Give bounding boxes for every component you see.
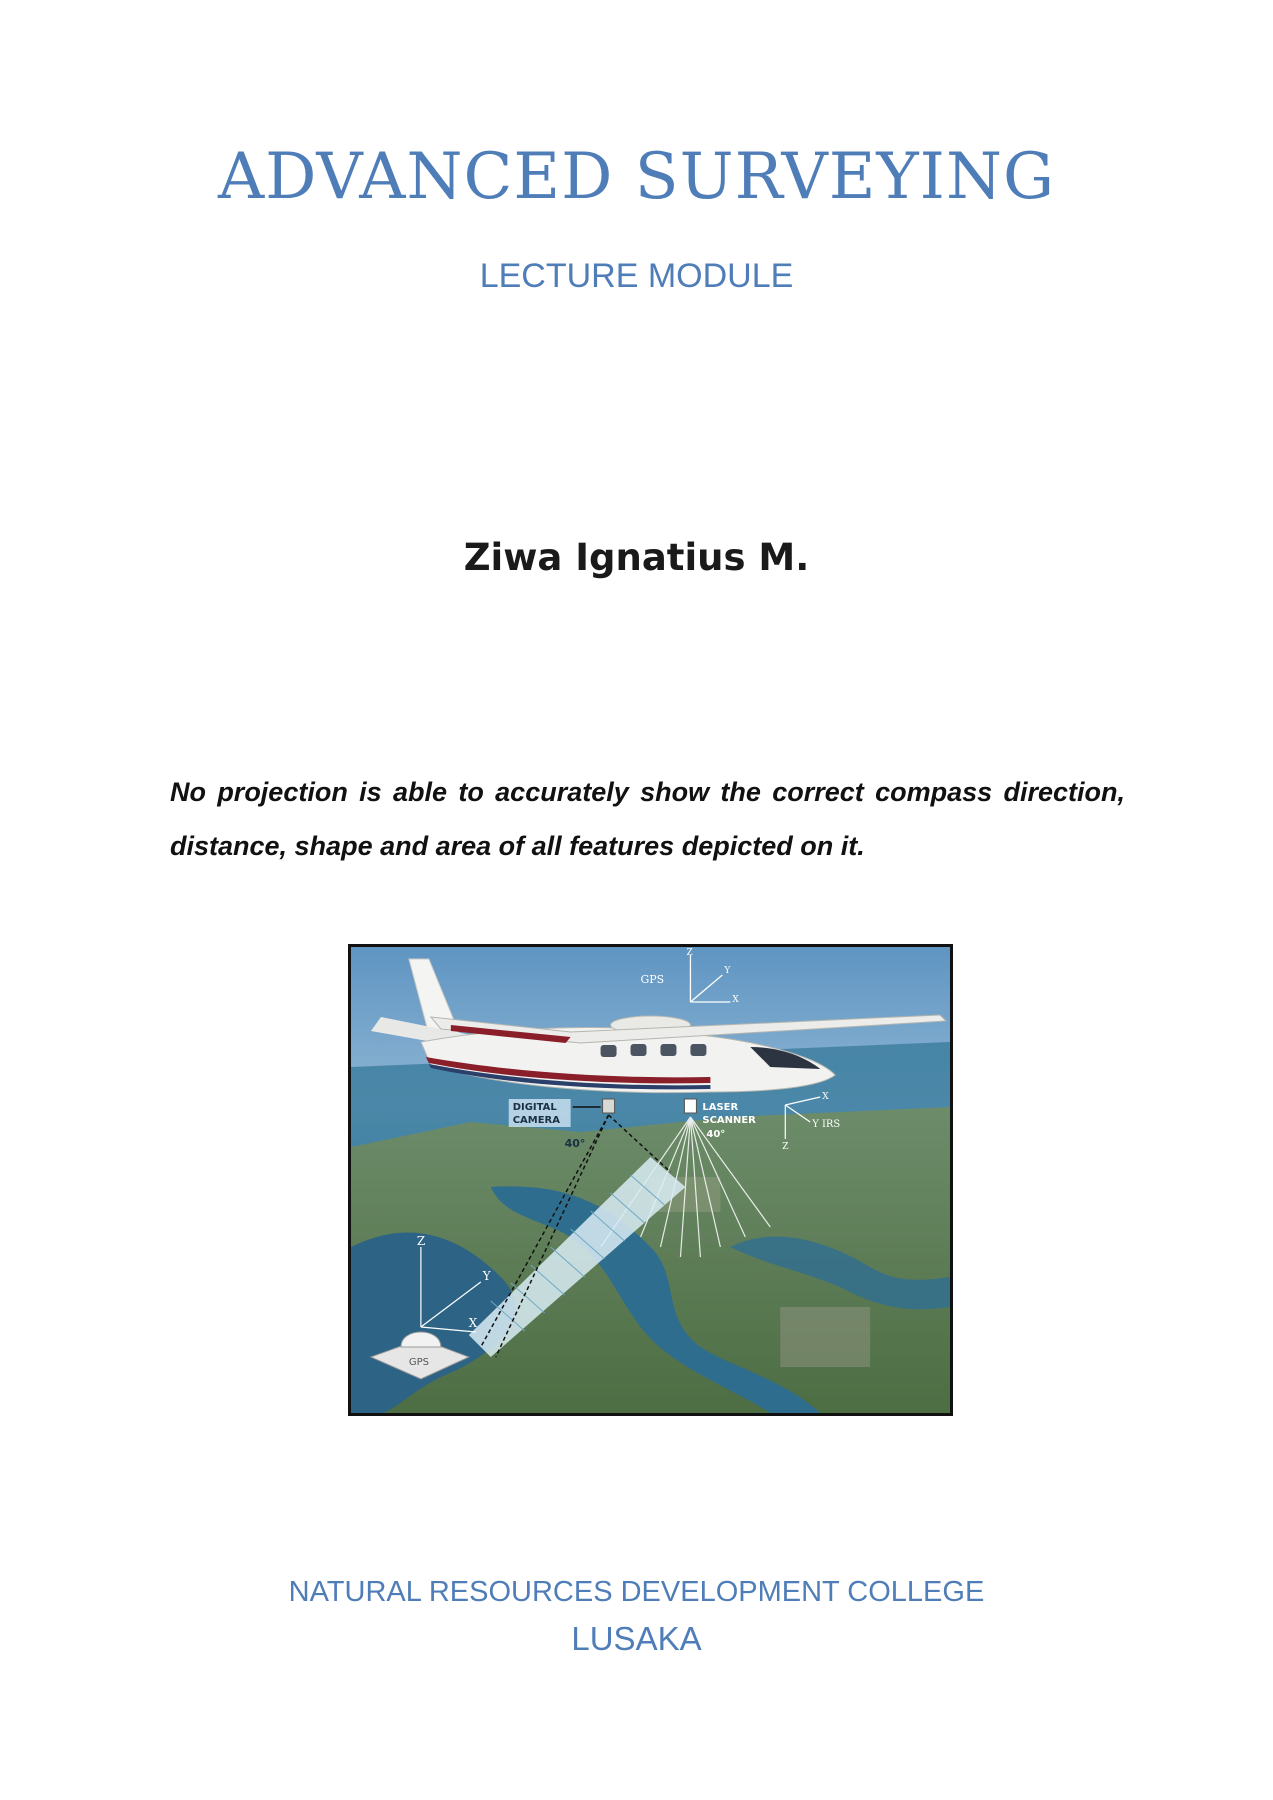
aerial-survey-illustration [348, 944, 953, 1416]
irs-x-label: X [822, 1091, 829, 1103]
institution-name: NATURAL RESOURCES DEVELOPMENT COLLEGE [288, 1576, 985, 1608]
axis-x-top-label: X [732, 994, 739, 1006]
irs-z-label: Z [782, 1141, 789, 1153]
aerial-survey-svg [351, 947, 950, 1413]
axis-z-top-label: Z [686, 947, 693, 959]
digital-camera-label-line1: DIGITAL [512, 1101, 557, 1114]
ground-x-label: X [468, 1315, 478, 1331]
ground-z-label: Z [416, 1233, 426, 1249]
irs-label: Y IRS [812, 1118, 841, 1131]
urban-area [780, 1307, 870, 1367]
epigraph-quote: No projection is able to accurately show the correct compass direction, distance, shape and area of all features depicted on it. [170, 777, 1125, 861]
digital-camera-label-line2: CAMERA [512, 1114, 560, 1127]
scanner-angle-label: 40° [706, 1128, 726, 1141]
ground-y-label: Y [482, 1268, 491, 1284]
institution-city: LUSAKA [571, 1620, 702, 1657]
gps-ground-label: GPS [408, 1356, 429, 1369]
document-subtitle: LECTURE MODULE [479, 257, 794, 295]
author-name: Ziwa Ignatius M. [463, 536, 810, 579]
gps-top-label: GPS [640, 972, 665, 987]
laser-scanner-label-line1: LASER [702, 1101, 739, 1114]
laser-scanner-label-line2: SCANNER [702, 1114, 756, 1127]
document-title: ADVANCED SURVEYING [217, 140, 1056, 214]
axis-y-top-label: Y [724, 965, 731, 977]
camera-angle-label: 40° [564, 1136, 586, 1151]
